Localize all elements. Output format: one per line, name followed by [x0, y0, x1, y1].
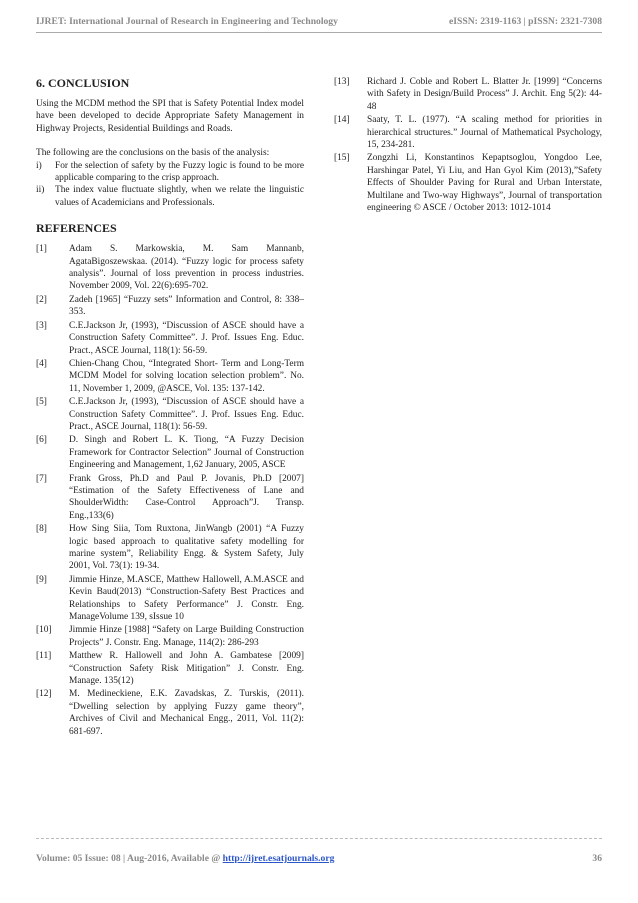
references-heading: REFERENCES — [36, 221, 117, 236]
reference-item: [2] Zadeh [1965] “Fuzzy sets” Information and Control, 8: 338–353. — [36, 294, 304, 318]
journal-link[interactable]: http://ijret.esatjournals.org — [222, 853, 335, 864]
reference-list-right — [334, 76, 602, 214]
reference-item: [10] Jimmie Hinze [1988] “Safety on Large Building Construction Projects” J. Constr. Eng. Manage, 114(2): 286-293 — [36, 625, 304, 648]
issn-label: eISSN: 2319-1163 | pISSN: 2321-7308 — [449, 16, 602, 27]
header-rule — [36, 32, 602, 33]
reference-item: [5] C.E.Jackson Jr, (1993), “Discussion of ASCE should have a Construction Safety Committee”. J. Prof. Issues Eng. Educ. Pract., ASCE Journal, 118(1): 56-59. — [36, 397, 304, 432]
page-number: 36 — [592, 853, 602, 864]
footer-rule — [36, 838, 602, 839]
running-header — [36, 12, 602, 32]
reference-item: [3] C.E.Jackson Jr, (1993), “Discussion of ASCE should have a Construction Safety Committee”. J. Prof. Issues Eng. Educ. Pract., ASCE Journal, 118(1): 56-59. — [36, 320, 304, 356]
journal-title: IJRET: International Journal of Research in Engineering and Technology — [36, 16, 338, 27]
left-column — [36, 76, 304, 739]
reference-item: [14] Saaty, T. L. (1977). “A scaling method for priorities in hierarchical structures.” Journal of Mathematical Psychology, 15, 234-281. — [334, 115, 602, 151]
reference-item: [4] Chien-Chang Chou, “Integrated Short- Term and Long-Term MCDM Model for solving location selection problem”. No. 11, November 1, 2009, @ASCE, Vol. 135: 137-142. — [36, 358, 304, 394]
reference-item: [12] M. Medineckiene, E.K. Zavadskas, Z. Turskis, (2011). “Dwelling selection by applying Fuzzy game theory”, Archives of Civil and Mechanical Engg., 2011, Vol. 11(2): 681-697. — [36, 689, 304, 737]
running-footer — [36, 853, 602, 869]
reference-item: [15] Zongzhi Li, Konstantinos Kepaptsoglou, Yongdoo Lee, Harshingar Patel, Yi Liu, and Han Gyol Kim (2013),”Safety Effects of Shoulder Paving for Rural and Urban Interstate, Multilane and Two-way Highways”, Journal of transportation engineering © ASCE / October 2013: 1012-1014 — [334, 153, 602, 214]
conclusion-point: i) For the selection of safety by the Fuzzy logic is found to be more applicable comparing to the crisp approach. — [36, 160, 304, 184]
right-column — [334, 76, 602, 215]
conclusion-paragraph-1: Using the MCDM method the SPI that is Safety Potential Index model have been developed to decide Appropriate Safety Management in Highway Projects, Residential Buildings and Roads. — [36, 99, 304, 134]
reference-item: [9] Jimmie Hinze, M.ASCE, Matthew Hallowell, A.M.ASCE and Kevin Baud(2013) “Construction-Safety Best Practices and Relationships to Safety Performance” J. Constr. Eng. ManageVolume 139, sIssue 10 — [36, 574, 304, 623]
reference-item: [13] Richard J. Coble and Robert L. Blatter Jr. [1999] “Concerns with Safety in Design/Build Process” J. Archit. Eng 5(2): 44-48 — [334, 77, 602, 112]
reference-item: [6] D. Singh and Robert L. K. Tiong, “A Fuzzy Decision Framework for Contractor Selection” Journal of Construction Engineering and Management, 1,62 January, 2005, ASCE — [36, 435, 304, 471]
conclusion-points — [36, 160, 304, 210]
footer-text: Volume: 05 Issue: 08 | Aug-2016, Available @ http://ijret.esatjournals.org — [36, 853, 335, 864]
reference-item: [8] How Sing Siia, Tom Ruxtona, JinWangb (2001) “A Fuzzy logic based approach to qualitative safety modelling for marine system”, Reliability Engg. & System Safety, July 2001, Vol. 73(1): 19-34. — [36, 524, 304, 572]
conclusion-point: ii) The index value fluctuate slightly, when we relate the linguistic values of Academicians and Professionals. — [36, 185, 304, 208]
reference-item: [7] Frank Gross, Ph.D and Paul P. Jovanis, Ph.D [2007] “Estimation of the Safety Effectiveness of Lane and ShoulderWidth: Case-Control Approach”J. Transp. Eng.,133(6) — [36, 473, 304, 521]
conclusion-paragraph-2: The following are the conclusions on the basis of the analysis: — [36, 148, 270, 159]
reference-item: [1] Adam S. Markowskia, M. Sam Mannanb, AgataBigoszewskaa. (2014). “Fuzzy logic for process safety analysis”. Journal of loss prevention in process industries. November 2009, Vol. 22(6):695-702. — [36, 244, 304, 292]
conclusion-heading: 6. CONCLUSION — [36, 76, 130, 90]
reference-list-left — [36, 243, 304, 738]
reference-item: [11] Matthew R. Hallowell and John A. Gambatese [2009] “Construction Safety Risk Mitigation” J. Constr. Eng. Manage. 135(12) — [36, 651, 304, 687]
